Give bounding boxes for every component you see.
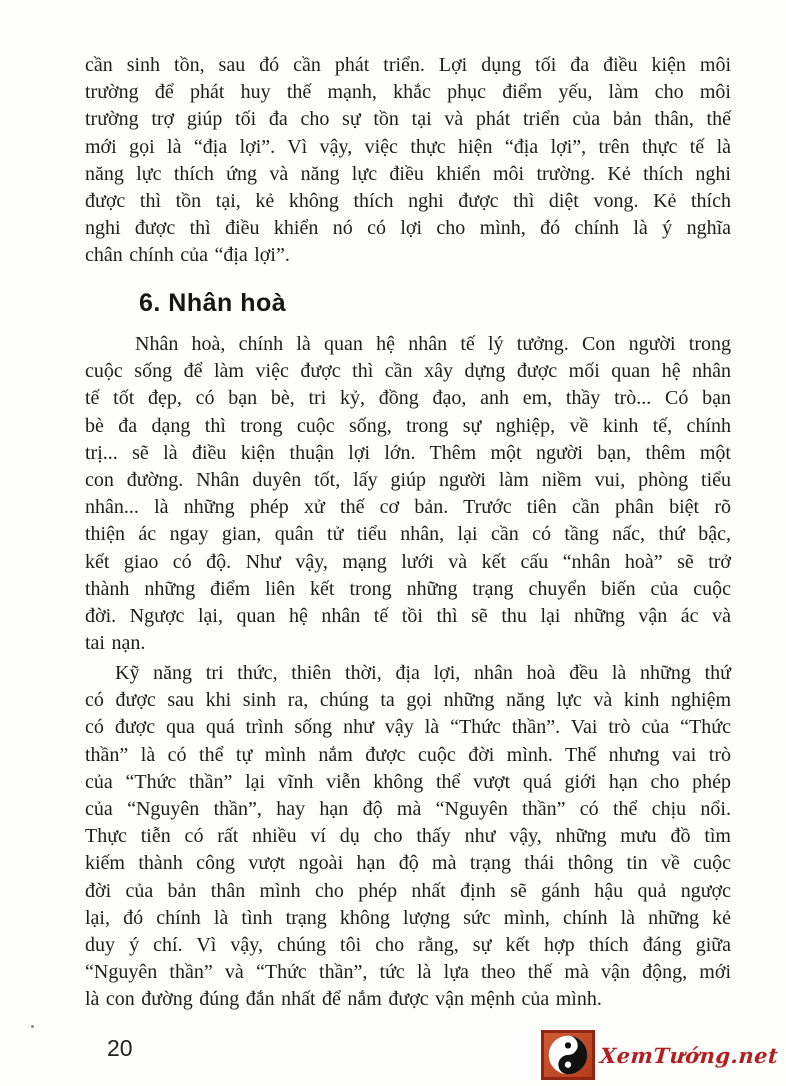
text-line: nghi được thì điều khiển nó có lợi cho mình, đó chính là ý nghĩa (85, 217, 731, 240)
text-line: nhân... là những phép xử thế cơ bản. Trước tiên cần phân biệt rõ (85, 496, 731, 519)
text-line: mới gọi là “địa lợi”. Vì vậy, việc thực hiện “địa lợi”, trên thực tế là (85, 135, 731, 158)
text-line: duy ý chí. Vì vậy, chúng tôi cho rằng, sự kết hợp thích đáng giữa (85, 934, 731, 957)
text-line: thiện ác ngay gian, quân tử tiểu nhân, lại cần có tầng nấc, thứ bậc, (85, 523, 731, 546)
text-line: của “Thức thần” lại vĩnh viễn không thể vượt quá giới hạn cho phép (85, 770, 731, 793)
page-number: 20 (107, 1035, 133, 1061)
text-line: là con đường đúng đắn nhất để nắm được vận mệnh của mình. (85, 988, 602, 1011)
text-line: bè đa dạng thì trong cuộc sống, trong sự nghiệp, về kinh tế, chính (85, 414, 731, 437)
text-line: tai nạn. (85, 632, 146, 655)
text-line: được thì tồn tại, kẻ không thích nghi được thì diệt vong. Kẻ thích (85, 190, 731, 213)
text-line: thành những điểm liên kết trong những trạng chuyển biến của cuộc (85, 577, 731, 600)
yin-yang-icon (541, 1030, 595, 1080)
text-line: cuộc sống để làm việc được thì cần xây dựng được mối quan hệ nhân (85, 360, 731, 383)
text-line: có được qua quá trình sống như vậy là “Thức thần”. Vai trò của “Thức (85, 716, 731, 739)
text-line: kiếm thành công vượt ngoài hạn độ mà trạng thái thông tin về cuộc (85, 852, 731, 875)
text-line: “Nguyên thần” và “Thức thần”, tức là lựa theo thế mà vận động, mới (85, 961, 731, 984)
text-line: thần” là có thể tự mình nắm được cuộc đời mình. Thế nhưng vai trò (85, 743, 731, 766)
text-line: trị... sẽ là điều kiện thuận lợi lớn. Thêm một người bạn, thêm một (85, 441, 731, 464)
section-heading: 6. Nhân hoà (139, 289, 287, 317)
text-line: chân chính của “địa lợi”. (85, 244, 290, 267)
text-line: cần sinh tồn, sau đó cần phát triển. Lợi dụng tối đa điều kiện môi (85, 54, 731, 76)
text-line: tế tốt đẹp, có bạn bè, tri kỷ, đồng đạo, anh em, thầy trò... Có bạn (85, 387, 731, 410)
text-line: kết giao có độ. Như vậy, mạng lưới và kết cấu “nhân hoà” sẽ trở (85, 550, 731, 573)
paragraph (85, 660, 731, 1014)
logo-text: XemTướng.net (598, 1042, 779, 1068)
paragraph-continuation (85, 52, 731, 270)
scan-speck (31, 1025, 34, 1028)
text-line: trường trợ giúp tối đa cho sự tồn tại và phát triển của bản thân, thế (85, 108, 731, 131)
text-line: của “Nguyên thần”, hay hạn độ mà “Nguyên thần” có thể chịu nổi. (85, 798, 731, 821)
text-line: Kỹ năng tri thức, thiên thời, địa lợi, nhân hoà đều là những thứ (115, 662, 731, 684)
text-line: đời của bản thân mình cho phép nhất định sẽ gánh hậu quả ngược (85, 879, 731, 902)
text-line: đời. Ngược lại, quan hệ nhân tế tồi thì sẽ thu lại những vận ác và (85, 605, 731, 628)
text-line: có được sau khi sinh ra, chúng ta gọi những năng lực và kinh nghiệm (85, 689, 731, 712)
text-line: Thực tiễn có rất nhiều ví dụ cho thấy như vậy, những mưu đồ tìm (85, 825, 731, 848)
text-line: trường để phát huy thế mạnh, khắc phục điểm yếu, làm cho môi (85, 81, 731, 104)
paragraph (85, 331, 731, 657)
text-line: Nhân hoà, chính là quan hệ nhân tế lý tưởng. Con người trong (135, 333, 731, 355)
text-line: con đường. Nhân duyên tốt, lấy giúp người làm niềm vui, phòng tiểu (85, 469, 731, 492)
text-line: năng lực thích ứng và năng lực điều khiển môi trường. Kẻ thích nghi (85, 162, 731, 185)
text-line: lại, đó chính là tình trạng không lượng sức mình, chính là những kẻ (85, 906, 731, 929)
watermark-logo (541, 1030, 782, 1080)
